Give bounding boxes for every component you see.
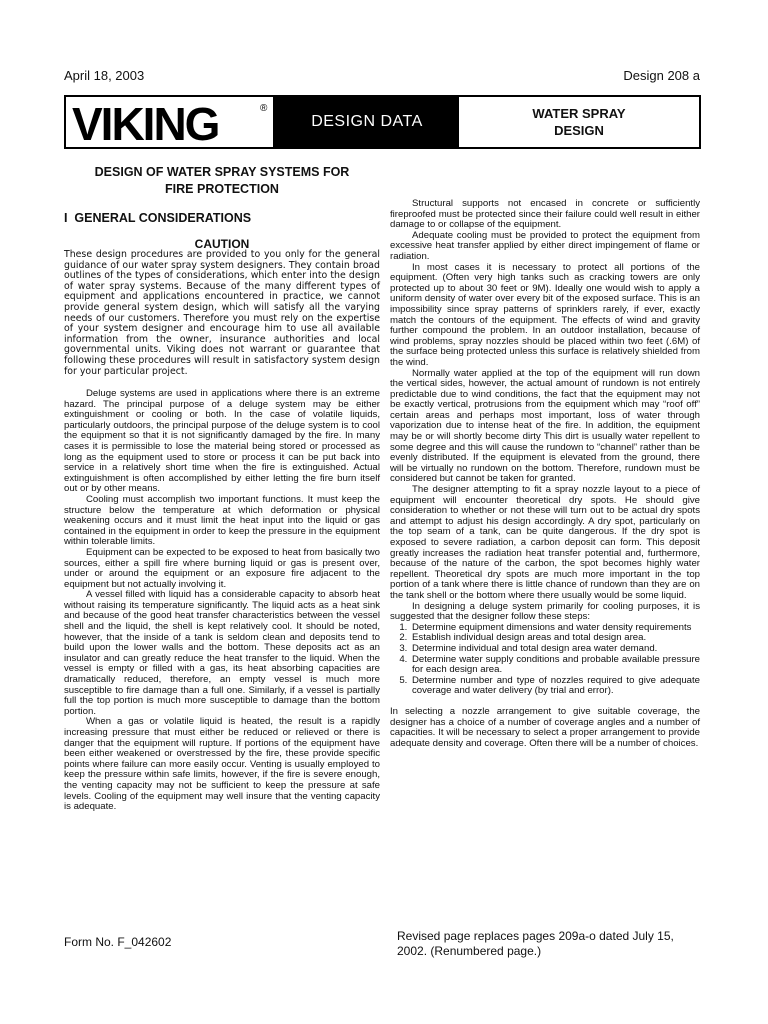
title-line1: DESIGN OF WATER SPRAY SYSTEMS FOR: [94, 165, 350, 179]
paragraph: Equipment can be expected to be exposed to heat from basically two sources, either a spill fire where burning liquid or gas is present over, under or around the equipment or an exposure fire adjacent to the equipment but not actually involving it.: [64, 546, 380, 590]
title-line2: FIRE PROTECTION: [165, 182, 279, 196]
logo-wordmark: VIKING: [72, 101, 219, 145]
document-type-line2: DESIGN: [554, 123, 604, 138]
viking-logo: [66, 97, 275, 147]
section-heading: I GENERAL CONSIDERATIONS: [64, 211, 252, 225]
paragraph: Structural supports not encased in concrete or sufficiently fireproofed must be protected since their failure could well result in either damage to or collapse of the equipment.: [390, 198, 700, 231]
paragraph: When a gas or volatile liquid is heated, the result is a rapidly increasing pressure that must either be reduced or relieved or there is danger that the equipment will rupture. If portions of the equipment have been either weakened or overstressed by the fire, these provide specific points where failure can more easily occur. Venting is usually employed to keep the pressure within safe limits, however, if the fire is severe enough, the venting capacity may not be sufficient to keep the pressure at safe levels. Cooling of the equipment may well insure that the venting capacity is adequate.: [64, 716, 380, 813]
document-date: April 18, 2003: [64, 68, 145, 83]
viking-logo-mark: [70, 101, 270, 145]
design-steps-list: [390, 623, 700, 697]
paragraph: A vessel filled with liquid has a considerable capacity to absorb heat without raising its temperature significantly. The liquid acts as a heat sink and because of the good heat transfer characteristics between the vessel shell and the liquid, the shell is kept relatively cool. It should be noted, however, that the inside of a tank is seldom clean and deposits tend to build upon the lower walls and the bottom. These deposits act as an insulator and can greatly reduce the heat transfer to the liquid. When the vessel is empty or filled with a gas, its heat absorbing capacities are dramatically reduced, therefore, an empty vessel is much more susceptible to fire damage than a full one. Similarly, if a vessel is partially full the top portion is much more susceptible to damage than the bottom portion.: [64, 589, 380, 717]
list-item: 2. Establish individual design areas and total design area.: [410, 633, 700, 644]
list-item: 1. Determine equipment dimensions and water density requirements: [410, 623, 700, 634]
revision-note: Revised page replaces pages 209a-o dated July 15, 2002. (Renumbered page.): [397, 929, 674, 958]
paragraph: In designing a deluge system primarily for cooling purposes, it is suggested that the designer follow these steps:: [390, 600, 700, 623]
list-item: 3. Determine individual and total design area water demand.: [410, 644, 700, 655]
design-data-label: DESIGN DATA: [275, 97, 459, 147]
paragraph: In most cases it is necessary to protect all portions of the equipment. (Often very high tanks such as cracking towers are only protected up to about 30 feet or 9M). Ideally one would wish to apply a uniform density of water over every bit of the exposed surface. This is an impossibility since spray patterns of sprinklers rarely, if ever, exactly match the contours of the equipment. The effects of wind and gravity further compound the problem. In an outdoor installation, because of wind problems, spray nozzles should be placed within two feet (.6M) of the surface being protected unless this surface is relatively shielded from the wind.: [390, 261, 700, 368]
left-column: [64, 389, 380, 813]
document-type-line1: WATER SPRAY: [532, 106, 626, 121]
document-type: [459, 97, 699, 147]
paragraph: Cooling must accomplish two important functions. It must keep the structure below the temperature at which deformation or physical weakening occurs and it must limit the heat input into the liquid or gas contained in the equipment in order to keep the pressure in the equipment within tolerable limits.: [64, 493, 380, 548]
right-column: [390, 199, 700, 749]
caution-title: CAUTION: [194, 237, 250, 251]
header-banner: [64, 95, 701, 149]
paragraph: Adequate cooling must be provided to protect the equipment from excessive heat transfer applied by either direct impingement of flame or radiation.: [390, 229, 700, 262]
form-number: Form No. F_042602: [64, 935, 172, 949]
paragraph: Normally water applied at the top of the equipment will run down the vertical sides, however, the actual amount of rundown is not entirely predictable due to wind conditions, the fact that the equipment may not be exactly vertical, protrusions from the equipment which may “roof off” certain areas and perhaps most important, loss of water through vaporization due to intense heat of the fire. In addition, the equipment may be or will shortly become dirty This dirt is usually water repellent to some degree and this will cause the rundown to “channel” rather than be evenly distributed. If the equipment is elevated from the ground, there will be virtually no rundown on the bottom. Therefore, rundown must be considered but cannot be taken for granted.: [390, 367, 700, 485]
registered-mark: ®: [260, 103, 268, 114]
list-item: 4. Determine water supply conditions and probable available pressure for each design area.: [410, 655, 700, 676]
caution-text: These design procedures are provided to you only for the general guidance of our water spray system designers. They contain broad outlines of the types of considerations, which enter into the design of water spray systems. Because of the many different types of equipment and applications encountered in practice, we cannot provide general system design, which will satisfy all the varying needs of our customers. Therefore you must rely on the expertise of your system designer and encourage him to use all available information from the owner, insurance authorities and local governmental units. Viking does not warrant or guarantee that following these procedures will result in satisfactory system design for your particular project.: [64, 249, 380, 377]
document-title: [64, 164, 380, 198]
paragraph: In selecting a nozzle arrangement to give suitable coverage, the designer has a choice of a number of coverage angles and a number of capacities. It will be necessary to select a proper arrangement to provide adequate density and coverage. Often there will be a number of choices.: [390, 705, 700, 749]
design-number: Design 208 a: [623, 68, 700, 83]
list-item: 5. Determine number and type of nozzles required to give adequate coverage and water delivery (by trial and error).: [410, 676, 700, 697]
paragraph: Deluge systems are used in applications where there is an extreme hazard. The principal purpose of a deluge system may be either extinguishment or cooling or both. In the case of volatile liquids, particularly outdoors, the principal purpose of the deluge system is to cool the equipment so that it is not significantly damaged by the fire. In many cases it is permissible to lose the material being stored or processed as long as the equipment used to store or process it can be put back into service in a relatively short time when the fire is extinguished. Actual extinguishment is often accomplished by either letting the fire burn itself out or by other means.: [64, 388, 380, 495]
paragraph: The designer attempting to fit a spray nozzle layout to a piece of equipment will encounter theoretical dry spots. He should give consideration to whether or not these will turn out to be actual dry spots and attempt to adjust his design accordingly. A dry spot, particularly on the top seam of a tank, can be quite dangerous. If the dry spot is exposed to severe radiation, a carbon deposit can form. This deposit greatly increases the radiation heat transfer potential and, furthermore, because of the nature of the carbon, the spot becomes highly water repellent. Theoretical dry spots are much more important in the top portion of a tank where there is little chance of rundown than they are on the tank shell or the bottom where there usually would be some liquid.: [390, 484, 700, 601]
